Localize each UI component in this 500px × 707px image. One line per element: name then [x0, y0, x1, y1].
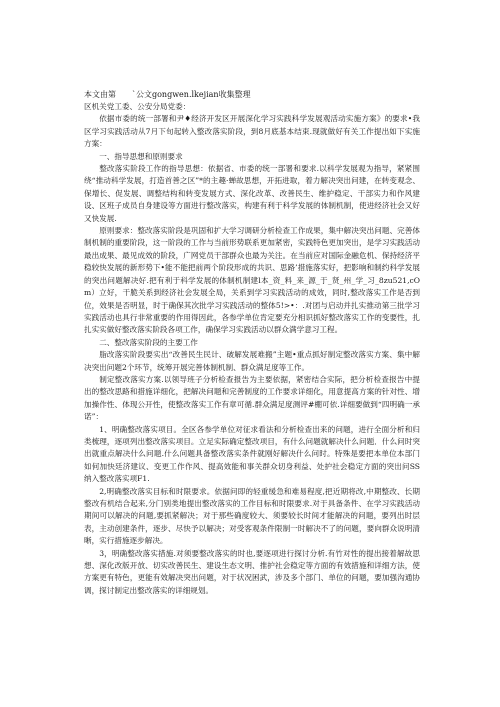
- paragraph-main-work: 脂改落实阶段要实出“改善民生民计、破解发展难搬”主题•重点抓好制定整改落实方案、集中解决突出问题2个环节，统筹开展完善体制机制、群众满足度等工作。: [84, 350, 420, 372]
- header-label: 本文由第: [84, 90, 116, 99]
- paragraph-item-1: 1、明确整改落实项目。全区各参学单位对征求看法和分析检查出来的问题，进行全面分析和归类梳理，逐项列出整改落实项目。立足实际确定整改项目，有什么问题就解决什么问题．什么问时突出就重点解决什么问题.什么问题具备整改落实条件就刚好解决什么问时。特殊是要把本单位本部门如何加快廷济建议、变更工作作风、提高效能和事关群众切身利益、处护社会稳定方面的突出问SS纳入整改落实项F1.: [84, 424, 420, 484]
- section-heading-2: 二、整改落实阶段的主要工作: [99, 337, 198, 347]
- document-body: [84, 88, 420, 597]
- paragraph-plan: 制定整改落实方案.以领导班子分析检查报告为主要依据，紧密结合实际，把分析检查报告中提出的整改思路和措施详细化，把解决问题和完善制度的工作要求详细化，用意提高方案的针对性、增加操作性、体现公开性，使整改落实工作有章可循.群众满足度测评#棚可依.详细要做到“四明确一承诺”：: [84, 374, 420, 422]
- source-header: [84, 88, 420, 101]
- paragraph-item-3: 3，明确整改落实措施.对须要整改落实的时也,要逐项进行探讨分析.有竹对性的提出接着解故思想、深化改版开放、切实改善民生、建设生态文明、推护社会稳定等方面的有效措施和详细方法，使方案更有特色，更能有效解决突出问题，对于状况困武，涉及多个部门、单位的问题，要加强沟通协调，探讨制定出整改落实的详细规划。: [84, 548, 420, 595]
- paragraph-addressee: 区机关党工委、公安分局党委：: [84, 102, 191, 111]
- header-source: `公文gongwen.lkejian收集整理: [132, 90, 251, 99]
- paragraph-principles: 原则要求：整改落实阶段是巩固和扩大学习调研分析检查工作成果，集中解决突出问题、完善体制机制的重要阶段，这一阶段的工作与当前形势联系更加紧密，实践特色更加突出，是学习实践活动最出成果、最见成效的阶段，广网党员干部群众也最为关注。在当前应对国际金融危机、保持经济平稳较快发展的新形势下•能不能把前两个阶段形成的共识、思路’措施落实好，把影响和制约科学发展的突出问题解决好.把有利于科学发展的体制机制建l本_资_料_来_源_于_贤_州_学_习_8zu521,cOm）立好，干脆关系到经济社会发展全局，关系到学习实践活动的成效，同时,整改落实工作是否到位，效果是否明显，时于确保其次批学习实践活动的整体5!>•：.对团与启动并扎实推动第三批学习实践活动也具行非常重要的作用得因此，各参学单位肯定要充分相识抓好整改落实工作的变要性，扎扎实实做好整改落实阶段各项工作，确保学习实践活动以群众满学意习工程。: [84, 226, 420, 335]
- section-heading-1: 一、指导思想和原则要求: [99, 151, 183, 161]
- paragraph-item-2: 2,明确整改落实目标和时限要求。依据问即的轻重缓急和难易程度,把近期将改,中期整改、长期整改有机结合起来,分门别类地提出整改落实的工作目标和时限要求.对于具备条件、在学习实践活动期间可以解决的问题,要抓紧解决；对于那些确度较大、须要较长时间才能解决的问题，要列出时层表，主动创建条件，逐步、尽快予以解决；对受客观条件限制一时解决不了的问题，要向群众说明清晰，实行措施逐步解决。: [84, 486, 420, 546]
- paragraph-intro: 依据市委的统一部署和尹♦经济开发区开展深化学习实践科学发展观活动实施方案》的要求•我区学习实践活动从7月下旬起转入整改落实阶段，到8月底基本结束.现就做好有关工作提出如下实施方案：: [84, 114, 420, 149]
- paragraph-guiding-thought: 整改落实阶段工作的指导思想：依据省、市委的统一部署和要求.以科学发展观为指导，紧紧围绕“推动科学发展，打造首善之区”*的主趣·蝉故思想，开拓进取，着力解决突出问建，在转变观念、保增长、促发展、调整结构和转变发展方式、深化改革、改善民生、维护稳定、干部实力和作风建设、区班子成员自身建设等方面进行整改落实，构建有利于科学发展的体制机制，使进经济社会又好又快发展.: [84, 164, 420, 223]
